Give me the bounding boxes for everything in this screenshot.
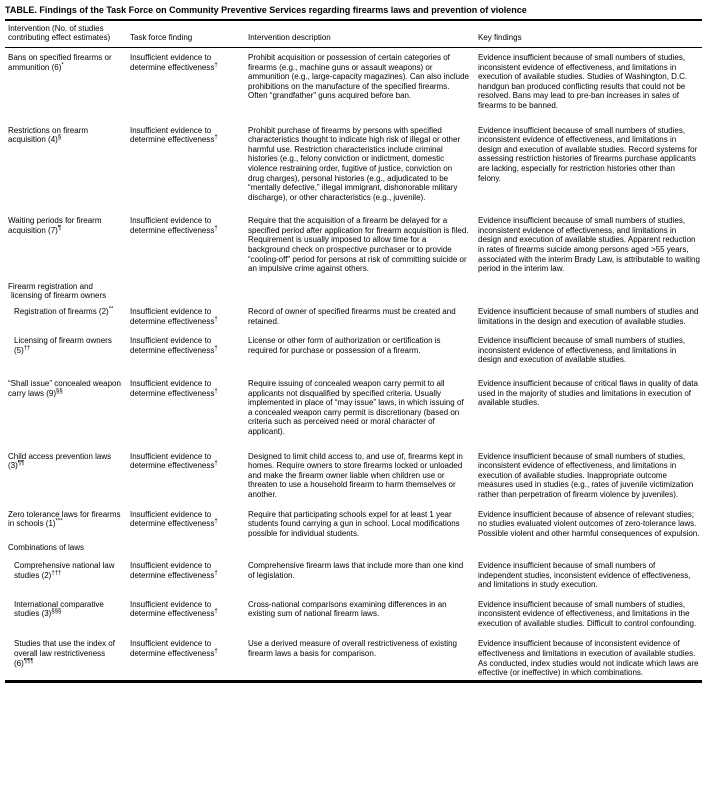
key-findings-cell: Evidence insufficient because of small numbers of studies, inconsistent evidence of effectiveness, and limitations in the execution of available studies. Difficult to control confounding. [478,599,697,628]
key-findings-cell: Evidence insufficient because of small numbers of studies, inconsistent evidence of effectiveness, and limitations in execution of available studies. Studies of Washington, D.C. handgun ban produced conflicting results that could not be resolved. Bans may lead to pre-ban increases in sales of firearms to be banned. [478,52,688,110]
intervention-cell [8,216,130,274]
intervention-cell [8,600,130,629]
table-row [5,216,702,274]
table-row [5,510,702,539]
intervention-cell [8,639,130,677]
description-cell: Prohibit acquisition or possession of certain categories of firearms (e.g., machine guns or assault weapons) or ammunition (e.g., large-capacity magazines). Can also include prohibitions on the manufacture of the specified firearms. Often “grandfather” guns acquired before ban. [248,52,469,101]
description-cell: Use a derived measure of overall restrictiveness of existing firearm laws a basis for comparison. [248,639,457,659]
footnote-marker: † [214,608,218,615]
column-header-finding: Task force finding [130,33,193,43]
group-header-registration [5,282,702,301]
table-title: TABLE. Findings of the Task Force on Community Preventive Services regarding firearms laws and prevention of violence [5,5,527,15]
intervention-label: Studies that use the index of overall law restrictiveness (6) [14,639,115,668]
footnote-marker: † [214,345,218,352]
finding-cell [130,379,248,437]
table-row [5,452,702,500]
intervention-label: Zero tolerance laws for firearms in schools (1) [8,509,121,529]
footnote-marker: §§ [56,387,63,394]
key-findings-cell: Evidence insufficient because of small numbers of studies, inconsistent evidence of effectiveness, and limitations in execution of available studies. Inappropriate outcome measures used in studies (e.g., rates of juvenile victimization rather than perpetration of firearm violence by juveniles). [478,451,694,499]
description-cell: Record of owner of specified firearms must be created and retained. [248,307,456,326]
finding-cell [130,216,248,274]
footnote-marker: §§§ [51,608,62,615]
key-findings-cell: Evidence insufficient because of absence of relevant studies; no studies evaluated violent outcomes of zero-tolerance laws. Possible violent and other harmful consequences of expulsion. [478,509,700,538]
intervention-cell [8,126,130,203]
group-header-line: licensing of firearm owners [11,291,107,301]
finding-label: Insufficient evidence to determine effectiveness [130,451,215,471]
description-cell: Require that the acquisition of a firearm be delayed for a specified period after application for firearm acquisition is filed. Requirement is usually imposed to allow time for a background check on prospective purchaser or to provide “cooling-off” period for persons at risk of committing suicide or an impulsive crime against others. [248,216,469,274]
intervention-label: Waiting periods for firearm acquisition (7) [8,216,102,235]
description-cell: Cross-national comparisons examining differences in an existing sum of national firearm laws. [248,599,447,619]
intervention-cell [8,452,130,500]
key-findings-cell: Evidence insufficient because of small numbers of studies, inconsistent evidence of effectiveness, and limitations in design and execution of available studies. Record systems for assessing restriction histories of firearms purchase applicants are lacking, especially for restriction histories other than felony. [478,125,698,183]
footnote-marker: *** [55,518,63,525]
intervention-label: Licensing of firearm owners (5) [14,336,112,355]
finding-label: Insufficient evidence to determine effectiveness [130,125,215,145]
table-row [5,307,702,326]
footnote-marker: † [214,569,218,576]
key-findings-cell: Evidence insufficient because of inconsistent evidence of effectiveness and limitations in execution of available studies. As conducted, index studies would not indicate which laws are effective (or ineffective) in which combinations. [478,639,699,678]
finding-cell [130,126,248,203]
key-findings-cell: Evidence insufficient because of small numbers of studies and limitations in the design and execution of available studies. [478,307,699,326]
finding-cell [130,53,248,111]
footnote-marker: ¶ [57,225,62,232]
description-cell: License or other form of authorization or certification is required for purchase or possession of a firearm. [248,336,441,355]
intervention-cell [8,307,130,326]
footnote-marker: † [214,387,218,394]
intervention-cell [8,53,130,111]
finding-label: Insufficient evidence to determine effectiveness [130,599,215,619]
finding-label: Insufficient evidence to determine effectiveness [130,560,215,580]
key-findings-cell: Evidence insufficient because of small numbers of studies, inconsistent evidence of effectiveness, and limitations in design and execution of available studies. [478,336,686,365]
table-row [5,561,702,590]
intervention-label: “Shall issue” concealed weapon carry laws (9) [8,379,121,398]
description-cell: Require issuing of concealed weapon carry permit to all applicants not disqualified by specified criteria. Usually implemented in place of “may issue” laws, in which issuing of a concealed weapon carry permit is discretionary (based on criteria such as perceived need or moral character of applicant). [248,379,464,436]
group-header-line: Combinations of laws [8,543,85,553]
table-bottom-rule [5,680,702,683]
header-rule [5,47,702,48]
table-row [5,639,702,677]
finding-label: Insufficient evidence to determine effectiveness [130,336,215,355]
intervention-label: Restrictions on firearm acquisition (4) [8,125,89,145]
finding-cell [130,639,248,677]
finding-cell [130,561,248,590]
table-row [5,53,702,111]
key-findings-cell: Evidence insufficient because of small numbers of independent studies, inconsistent evidence of effectiveness, and limitations in study execution. [478,560,691,590]
finding-cell [130,600,248,629]
intervention-label: Child access prevention laws (3) [8,451,112,471]
finding-label: Insufficient evidence to determine effectiveness [130,509,215,529]
footnote-marker: * [61,61,64,68]
description-cell: Prohibit purchase of firearms by persons with specified characteristics thought to indicate high risk of illegal or other harmful use. Restriction characteristics include criminal histories (e.g., felony conviction or indictment, domestic violence restraining order, fugitive of justice, conviction on drug charges), personal histories (e.g., adjudicated to be “mentally defective,” illegal immigrant, dishonorable military discharge), or other characteristics (e.g., juvenile). [248,125,461,202]
footnote-marker: † [214,315,218,322]
intervention-label: Bans on specified firearms or ammunition (6) [8,52,112,72]
intervention-cell [8,561,130,590]
description-cell: Comprehensive firearm laws that include more than one kind of legislation. [248,560,464,580]
intervention-cell [8,510,130,539]
table-row [5,600,702,629]
intervention-cell [8,379,130,437]
footnote-marker: †† [23,345,31,352]
group-header-line: Firearm registration and [8,281,93,291]
footnote-marker: † [214,518,218,525]
finding-label: Insufficient evidence to determine effectiveness [130,52,215,72]
footnote-marker: † [214,460,218,467]
column-header-intervention: Intervention (No. of studies contributing effect estimates) [8,23,111,43]
finding-label: Insufficient evidence to determine effectiveness [130,307,215,326]
column-header-key-findings: Key findings [478,33,522,43]
footnote-marker: ¶¶ [17,460,25,467]
footnote-marker: ¶¶¶ [23,658,34,665]
footnote-marker: ††† [51,569,62,576]
description-cell: Require that participating schools expel for at least 1 year students found carrying a gun in school. Local modifications possible for individual students. [248,509,460,538]
footnote-marker: † [214,134,218,141]
table-row [5,379,702,437]
footnote-marker: † [214,648,218,655]
footnote-marker: † [214,61,218,68]
intervention-label: Registration of firearms (2) [14,307,109,317]
table-row [5,336,702,365]
finding-cell [130,336,248,365]
finding-cell [130,452,248,500]
table-row [5,126,702,203]
intervention-cell [8,336,130,365]
footnote-marker: ** [108,306,114,313]
group-header-combinations [5,543,702,553]
table-header-row [5,21,702,47]
finding-label: Insufficient evidence to determine effectiveness [130,379,215,398]
footnote-marker: † [214,225,218,232]
finding-label: Insufficient evidence to determine effectiveness [130,639,215,659]
finding-cell [130,307,248,326]
column-header-description: Intervention description [248,33,331,43]
footnote-marker: § [57,134,62,141]
key-findings-cell: Evidence insufficient because of critical flaws in quality of data used in the majority of studies and limitations in execution of available studies. [478,379,698,408]
intervention-label: Comprehensive national law studies (2) [14,560,115,580]
description-cell: Designed to limit child access to, and use of, firearms kept in homes. Require owners to store firearms locked or unloaded and make the firearm owner liable when children use or threaten to use a household firearm to harm themselves or another. [248,451,463,499]
intervention-label: International comparative studies (3) [14,599,104,619]
key-findings-cell: Evidence insufficient because of small numbers of studies, inconsistent evidence of effectiveness, and limitations in design and execution of available studies. Apparent reduction in rates of firearms suicide among persons aged >55 years, associated with the interim Brady Law, is attributable to waiting period in the interim law. [478,216,700,274]
finding-label: Insufficient evidence to determine effectiveness [130,216,215,235]
finding-cell [130,510,248,539]
